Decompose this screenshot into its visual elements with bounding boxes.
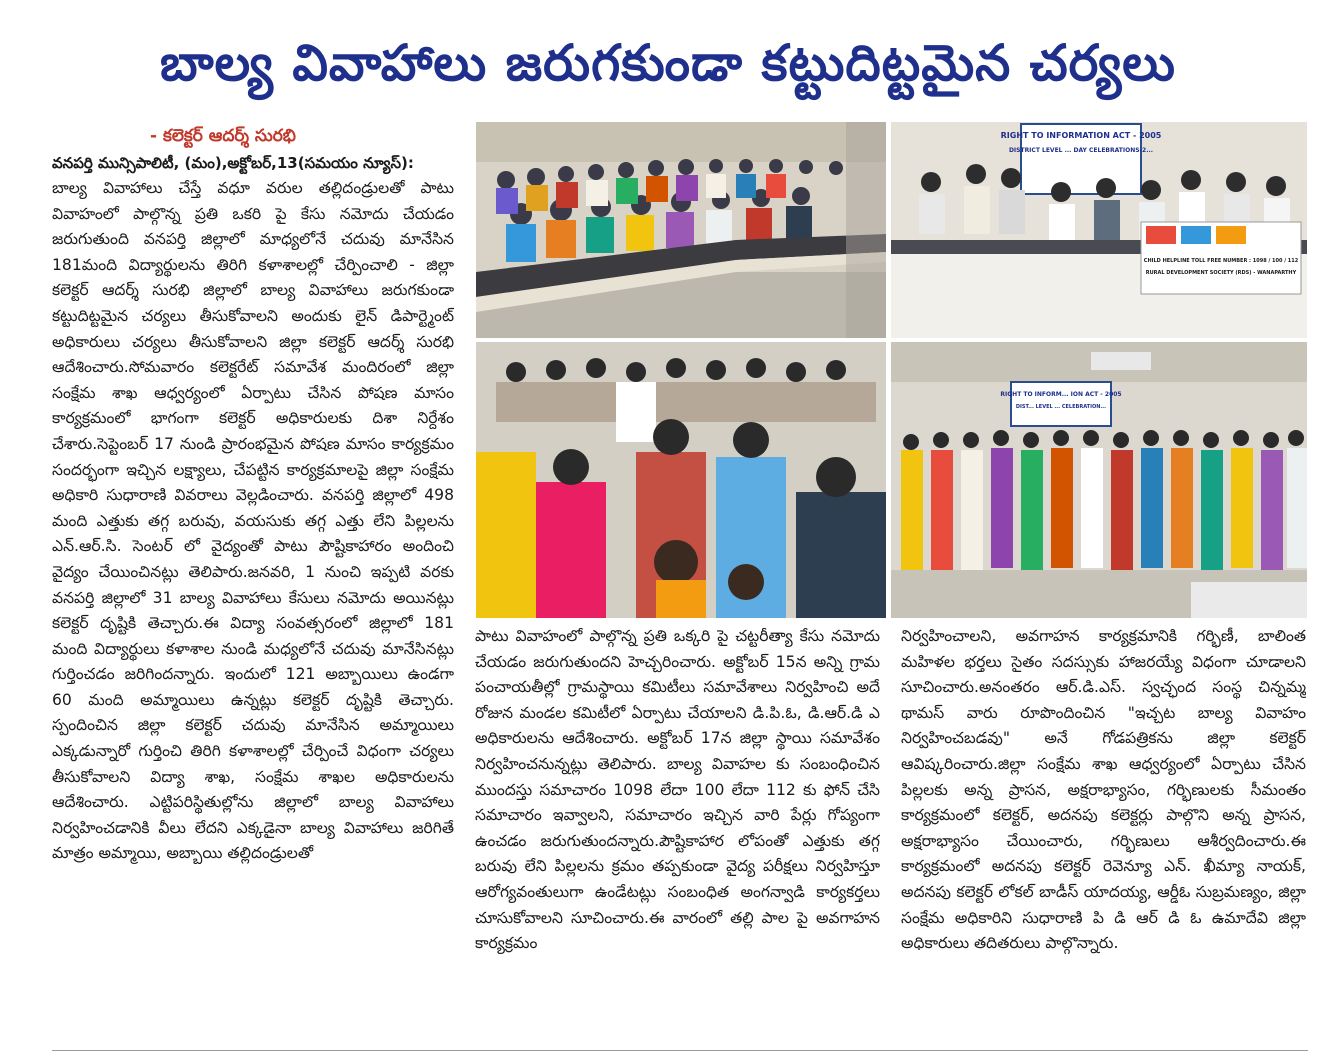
byline: - కలెక్టర్ ఆదర్శ్ సురభి [150,126,296,146]
photo-dais-officials [891,122,1307,338]
photo-meeting-audience [476,122,886,338]
group-banner-title: RIGHT TO INFORM... ION ACT - 2005 [1000,391,1122,398]
group-banner-subtitle: DIST... LEVEL ... CELEBRATION... [1015,404,1107,410]
dateline: వనపర్తి మున్సిపాలిటీ, (మం),అక్టోబర్,13(సమయం న్యూస్): [52,154,414,172]
article-column-1: బాల్య వివాహాలు చేస్తే వధూ వరుల తల్లిదండ్రులతో పాటు వివాహంలో పాల్గొన్న ప్రతి ఒకరి పై కేసు నమోదు చేయడం జరుగుతుంది వనపర్తి జిల్లాలో మాధ్యలోనే చదువు మానేసిన 181మంది విద్యార్థులను తిరిగి కళాశాలల్లో చేర్పించాలి - జిల్లా కలెక్టర్ ఆదర్శ్ సురభి జిల్లాలో బాల్య వివాహాలు జరుగకుండా కట్టుదిట్టమైన చర్యలు తీసుకోవాలని అందుకు లైన్ డిపార్ట్మెంట్ అధికారులు చర్యలు తీసుకోవాలని జిల్లా కలెక్టర్ ఆదర్శ్ సురభి ఆదేశించారు.సోమవారం కలెక్టరేట్ సమావేశ మందిరంలో జిల్లా సంక్షేమ శాఖ ఆధ్వర్యంలో ఏర్పాటు చేసిన పోషణ మాసం కార్యక్రమంలో భాగంగా కలెక్టర్ అధికారులకు దిశా నిర్దేశం చేశారు.సెప్టెంబర్ 17 నుండి ప్రారంభమైన పోషణ మాసం కార్యక్రమం సందర్భంగా ఇచ్చిన లక్ష్యాలు, చేపట్టిన కార్యక్రమాలపై జిల్లా సంక్షేమ అధికారి సుధారాణి వివరాలు వెల్లడించారు. వనపర్తి జిల్లాలో 498 మంది ఎత్తుకు తగ్గ బరువు, వయసుకు తగ్గ ఎత్తు లేని పిల్లలను ఎన్.ఆర్.సి. సెంటర్ లో వైద్యంతో పాటు పౌష్టికాహారం అందించి వైద్యం చేయించినట్లు తెలిపారు.జనవరి, 1 నుంచి ఇప్పటి వరకు వనపర్తి జిల్లాలో 31 బాల్య వివాహాలు కేసులు నమోదు అయినట్లు కలెక్టర్ దృష్టికి తెచ్చారు.ఈ విద్యా సంవత్సరంలో జిల్లాలో 181 మంది విద్యార్థులు కళాశాల నుండి మధ్యలోనే చదువు మానేసినట్లు గుర్తించడం జరిగిందన్నారు. ఇందులో 121 అబ్బాయిలు ఉండగా 60 మంది అమ్మాయిలు ఉన్నట్లు కలెక్టర్ దృష్టికి తెచ్చారు. స్పందించిన జిల్లా కలెక్టర్ చదువు మానేసిన అమ్మాయిలు ఎక్కడున్నారో గుర్తించి తిరిగి కళాశాలల్లో చేర్పించే విధంగా చర్యలు తీసుకోవాలని విద్యా శాఖ, సంక్షేమ శాఖల అధికారులను ఆదేశించారు. ఎట్టిపరిస్థితుల్లోను జిల్లాలో బాల్య వివాహాలు నిర్వహించడానికి వీలు లేదని ఎక్కడైనా బాల్య వివాహాలు జరిగితే మాత్రం అమ్మాయి, అబ్బాయి తల్లిదండ్రులతో [52,179,454,863]
photo-group [891,342,1307,618]
banner-rti-title: RIGHT TO INFORMATION ACT - 2005 [1000,131,1162,140]
article-column-2: పాటు వివాహంలో పాల్గొన్న ప్రతి ఒక్కరి పై చట్టరీత్యా కేసు నమోదు చేయడం జరుగుతుందని హెచ్చరించారు. అక్టోబర్ 15న అన్ని గ్రామ పంచాయతీల్లో గ్రామస్థాయి కమిటీలు సమావేశాలు నిర్వహించి అదే రోజున మండల కమిటీలో ఏర్పాటు చేయాలని డి.పి.ఓ, డి.ఆర్.డి ఎ అధికారులను ఆదేశించారు. అక్టోబర్ 17న జిల్లా స్థాయి సమావేశం నిర్వహించనున్నట్లు తెలిపారు. బాల్య వివాహల కు సంబంధించిన ముందస్తు సమాచారం 1098 లేదా 100 లేదా 112 కు ఫోన్ చేసి సమాచారం ఇవ్వాలని, సమాచారం ఇచ్చిన వారి పేర్లు గోప్యంగా ఉంచడం జరుగుతుందన్నారు.పౌష్టికాహార లోపంతో ఎత్తుకు తగ్గ బరువు లేని పిల్లలను క్రమం తప్పకుండా వైద్య పరీక్షలు నిర్వహిస్తూ ఆరోగ్యవంతులుగా ఉండేటట్లు సంబంధిత అంగన్వాడి కార్యకర్తలు చూసుకోవాలని సూచించారు.ఈ వారంలో తల్లి పాల పై అవగాహన కార్యక్రమం [475,627,880,953]
photo-anna-prasana-ceremony [476,342,886,618]
bottom-divider [52,1050,1308,1051]
banner-helpline: CHILD HELPLINE TOLL FREE NUMBER : 1098 / 100 / 112 [1143,258,1299,264]
banner-rds: RURAL DEVELOPMENT SOCIETY (RDS) - WANAPARTHY [1145,270,1297,276]
article-column-3: నిర్వహించాలని, అవగాహన కార్యక్రమానికి గర్భిణీ, బాలింత మహిళల భర్తలు సైతం సదస్సుకు హాజరయ్యే విధంగా చూడాలని సూచించారు.అనంతరం ఆర్.డి.ఎస్. స్వచ్ఛంద సంస్థ చిన్నమ్మ థామస్ వారు రూపొందించిన "ఇచ్చట బాల్య వివాహం నిర్వహించబడవు" అనే గోడపత్రికను జిల్లా కలెక్టర్ ఆవిష్కరించారు.జిల్లా సంక్షేమ శాఖ ఆధ్వర్యంలో ఏర్పాటు చేసిన పిల్లలకు అన్న ప్రాసన, అక్షరాభ్యాసం, గర్భిణులకు సీమంతం కార్యక్రమంలో కలెక్టర్, అదనపు కలెక్టర్లు పాల్గొని అన్న ప్రాసన, అక్షరాభ్యాసం చేయించారు, గర్భిణులు ఆశీర్వదించారు.ఈ కార్యక్రమంలో అదనపు కలెక్టర్ రెవెన్యూ ఎన్. ఖీమ్యా నాయక్, అదనపు కలెక్టర్ లోకల్ బాడీస్ యాదయ్య, ఆర్డీఓ సుబ్రమణ్యం, జిల్లా సంక్షేమ అధికారిని సుధారాణి పి డి ఆర్ డి ఓ ఉమాదేవి జిల్లా అధికారులు తదితరులు పాల్గొన్నారు. [901,627,1306,953]
banner-rti-subtitle: DISTRICT LEVEL ... DAY CELEBRATIONS-2... [1008,147,1154,154]
headline: బాల్య వివాహాలు జరుగకుండా కట్టుదిట్టమైన చర్యలు [160,34,1176,92]
